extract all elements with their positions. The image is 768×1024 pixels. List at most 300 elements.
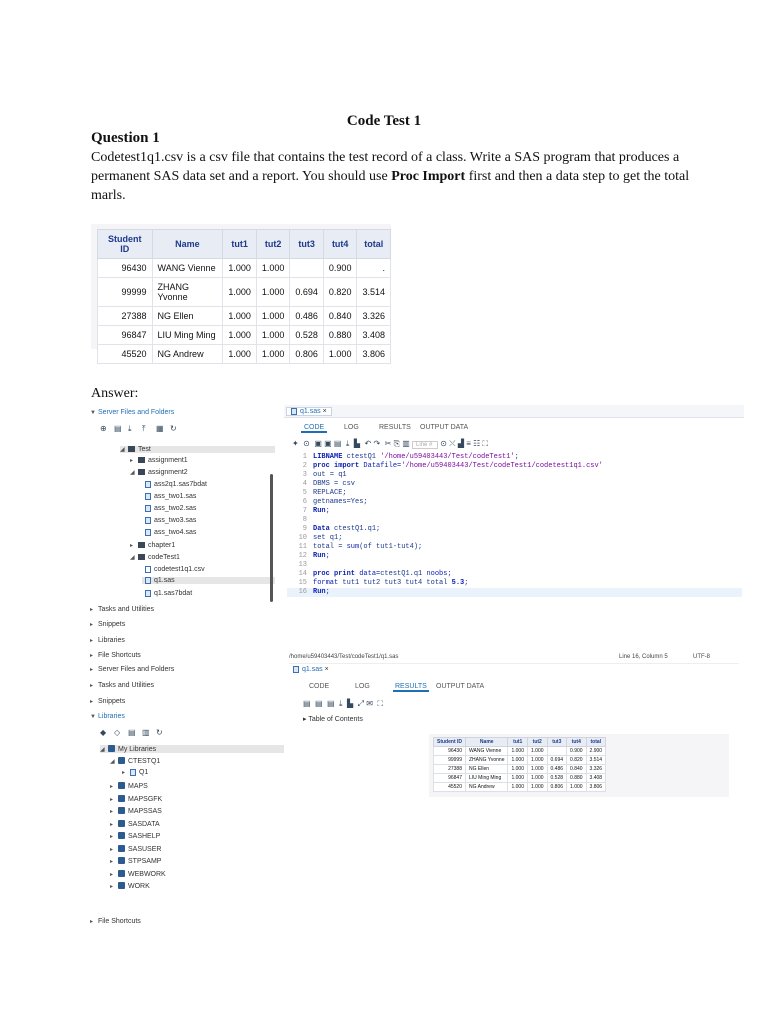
table-cell: 0.880: [567, 774, 587, 783]
table-cell: 3.408: [586, 774, 606, 783]
cut-icon[interactable]: ✂: [384, 439, 392, 448]
code-token: Datafile=: [359, 462, 402, 470]
line-number: 9: [302, 525, 307, 533]
expanded-icon: ◢: [130, 470, 135, 476]
column-header: tut1: [223, 230, 257, 259]
tree-folder-assignment1[interactable]: [130, 457, 188, 464]
library-icon: [118, 870, 125, 877]
collapsed-icon: ▸: [110, 796, 114, 803]
download-icon[interactable]: ⤓: [339, 699, 343, 708]
code-line: [287, 543, 422, 552]
code-token: noobs: [426, 570, 448, 578]
code-token: getnames=Yes;: [313, 498, 368, 506]
tree-label: SASDATA: [128, 820, 160, 828]
collapse-triangle-icon: ▼: [90, 714, 96, 720]
upload-icon[interactable]: ⤒: [142, 424, 146, 433]
tree-folder-test[interactable]: [120, 446, 275, 453]
code-token: out = q1: [313, 471, 347, 479]
sas-file-icon: [293, 666, 299, 673]
table-cell: 96430: [98, 259, 153, 278]
question-text-bold: Proc Import: [391, 169, 466, 184]
line-number: 10: [298, 534, 307, 542]
table-cell: 3.326: [586, 765, 606, 774]
subtab-code[interactable]: CODE: [301, 424, 327, 433]
code-token: proc import: [313, 462, 360, 470]
code-line: [287, 489, 347, 498]
subtab-code[interactable]: CODE: [309, 683, 330, 690]
table-cell: 1.000: [223, 326, 257, 345]
table-cell: 1.000: [528, 756, 548, 765]
table-cell: 0.900: [323, 259, 357, 278]
table-cell: 0.528: [290, 326, 324, 345]
code-line: [287, 561, 313, 570]
code-line: [287, 525, 380, 534]
table-cell: 0.880: [323, 326, 357, 345]
panel-section[interactable]: [90, 682, 154, 689]
folder-icon: [138, 469, 145, 475]
document-title: Code Test 1: [346, 113, 422, 129]
table-row: [434, 747, 606, 756]
table-cell: WANG Vienne: [466, 747, 508, 756]
table-cell: 1.000: [256, 278, 290, 307]
code-token: ;: [447, 570, 452, 578]
table-cell: WANG Vienne: [152, 259, 223, 278]
code-token: ;: [325, 507, 330, 515]
library-icon: [118, 845, 125, 852]
table-row: [98, 326, 391, 345]
new-library-icon[interactable]: ◆: [100, 728, 107, 737]
tree-label: ass_two1.sas: [154, 493, 197, 500]
libraries-toolbar: [100, 729, 170, 737]
close-tab-icon[interactable]: ×: [324, 666, 329, 673]
close-tab-icon[interactable]: ×: [322, 408, 327, 415]
table-cell: 0.820: [567, 756, 587, 765]
collapsed-icon: ▸: [110, 821, 114, 828]
new-icon[interactable]: ⊕: [100, 424, 107, 433]
code-line: [287, 570, 452, 579]
section-label: File Shortcuts: [98, 652, 141, 659]
table-cell: 1.000: [223, 278, 257, 307]
delete-icon[interactable]: ▤: [114, 424, 122, 433]
data-table-image: [91, 224, 391, 359]
column-header: tut3: [290, 230, 324, 259]
dataset-icon: [145, 590, 151, 597]
open-pdf-icon[interactable]: ▤: [315, 699, 323, 708]
results-tab-q1-sas[interactable]: [293, 666, 329, 673]
library-icon: [118, 782, 125, 789]
settings-icon[interactable]: ☷: [473, 439, 481, 448]
code-token: LIBNAME: [313, 453, 343, 461]
code-line: [287, 453, 519, 462]
refresh-icon[interactable]: ↻: [170, 424, 177, 433]
panel-section[interactable]: [90, 652, 141, 659]
download-icon[interactable]: ⤓: [128, 424, 132, 433]
tree-file-ass2q1[interactable]: [145, 481, 207, 488]
sas-file-icon: [291, 408, 297, 415]
section-label: Libraries: [98, 637, 125, 644]
table-cell: 27388: [98, 307, 153, 326]
table-cell: 99999: [434, 756, 466, 765]
tree-library-item[interactable]: [110, 820, 160, 828]
line-number: 1: [302, 453, 307, 461]
status-cursor-position: Line 16, Column 5: [619, 654, 668, 660]
table-cell: 1.000: [528, 774, 548, 783]
table-cell: 0.486: [547, 765, 567, 774]
undo-icon[interactable]: ↶: [364, 439, 372, 448]
format-icon[interactable]: ⤬: [449, 439, 456, 448]
question-heading: Question 1: [91, 130, 160, 146]
tree-folder-codetest1[interactable]: [130, 554, 180, 561]
column-header: tut1: [508, 738, 528, 747]
tree-label: MAPS: [128, 783, 148, 790]
collapsed-icon: ▸: [90, 607, 94, 613]
tree-file-ass-two2[interactable]: [145, 505, 196, 512]
code-token: set q1;: [313, 534, 343, 542]
tree-folder-chapter1[interactable]: [130, 542, 175, 549]
server-files-header[interactable]: [90, 409, 174, 416]
sas-file-icon: [145, 517, 151, 524]
tree-label: codetest1q1.csv: [154, 566, 205, 573]
code-token: proc print: [313, 570, 356, 578]
email-icon[interactable]: ✉: [366, 699, 373, 708]
section-label: Snippets: [98, 621, 126, 628]
code-token: REPLACE;: [313, 489, 347, 497]
code-token: Run: [313, 507, 326, 515]
tree-file-ass-two1[interactable]: [145, 493, 196, 500]
code-token: Run: [313, 588, 326, 596]
tree-label: WEBWORK: [128, 870, 166, 878]
table-cell: 3.408: [357, 326, 391, 345]
code-line: [287, 552, 330, 561]
save-as-icon[interactable]: ▣: [324, 439, 332, 448]
table-cell: .: [357, 259, 391, 278]
table-row: [98, 259, 391, 278]
file-shortcuts-section-bottom[interactable]: [90, 918, 141, 925]
tree-file-ass-two4[interactable]: [145, 529, 196, 536]
code-line: [287, 534, 342, 543]
question-text-part1: Codetest1q1.csv is a csv file that contains the test record of a class. Write a SAS program that produces a permanent SAS data set and a report. You should use: [91, 150, 680, 184]
code-token: ;: [514, 453, 519, 461]
subtab-output-data[interactable]: OUTPUT DATA: [436, 683, 485, 690]
line-number: 16: [298, 588, 307, 596]
code-token: total =: [313, 543, 347, 551]
table-cell: 0.900: [567, 747, 587, 756]
table-cell: 1.000: [567, 783, 587, 792]
table-cell: 0.806: [290, 345, 324, 364]
table-cell: NG Andrew: [152, 345, 223, 364]
download-icon[interactable]: ⤓: [345, 439, 350, 448]
tree-label: codeTest1: [148, 554, 180, 561]
tree-library-item[interactable]: [110, 870, 166, 878]
section-label: Server Files and Folders: [98, 666, 175, 673]
code-token: ;: [325, 588, 330, 596]
expanded-icon: ◢: [120, 447, 125, 453]
table-cell: ZHANG Yvonne: [152, 278, 223, 307]
table-cell: 1.000: [256, 307, 290, 326]
collapsed-icon: ▸: [90, 638, 94, 644]
copy-icon[interactable]: ⎘: [393, 439, 400, 448]
chart-icon[interactable]: ▟: [457, 439, 464, 448]
open-html-icon[interactable]: ▤: [303, 699, 311, 708]
column-header: tut3: [547, 738, 567, 747]
code-line: [287, 588, 742, 597]
line-number: 15: [298, 579, 307, 587]
library-icon: [118, 857, 125, 864]
tree-label: WORK: [128, 883, 150, 890]
tree-label: MAPSGFK: [128, 795, 163, 803]
column-header: Student ID: [98, 230, 153, 259]
subtab-log[interactable]: LOG: [355, 683, 370, 690]
table-row: [98, 345, 391, 364]
tab-q1-sas[interactable]: [286, 407, 332, 416]
table-cell: 0.840: [323, 307, 357, 326]
code-token: (of tut1-tut4);: [359, 543, 423, 551]
collapsed-icon: ▸: [90, 919, 94, 925]
collapsed-icon: ▸: [110, 846, 114, 853]
properties-icon[interactable]: ▦: [156, 424, 164, 433]
code-token: data=: [355, 570, 381, 578]
table-cell: 1.000: [223, 345, 257, 364]
column-header: tut4: [323, 230, 357, 259]
editor-status-bar: [289, 654, 744, 660]
code-line: [287, 471, 347, 480]
table-icon[interactable]: ▥: [142, 728, 150, 737]
collapsed-icon: ▸: [110, 809, 114, 815]
code-line: [287, 507, 330, 516]
table-of-contents[interactable]: [303, 715, 363, 723]
tree-library-item[interactable]: [110, 807, 162, 815]
code-line: [287, 498, 368, 507]
expanded-icon: ◢: [110, 759, 115, 765]
code-token: 5.3: [451, 579, 465, 587]
table-cell: 3.514: [357, 278, 391, 307]
library-icon: [118, 757, 125, 764]
maximize-icon[interactable]: ⛶: [377, 699, 384, 708]
panel-section[interactable]: [90, 606, 154, 613]
table-cell: 96430: [434, 747, 466, 756]
results-table: [433, 737, 606, 792]
code-token: Run: [313, 552, 326, 560]
refresh-icon[interactable]: ↻: [156, 728, 163, 737]
debug-icon[interactable]: ⊙: [303, 439, 310, 448]
code-line: [287, 579, 468, 588]
line-number: 4: [302, 480, 307, 488]
tree-library-item[interactable]: [110, 782, 148, 790]
tree-library-item[interactable]: [110, 795, 162, 803]
code-line: [287, 480, 355, 489]
tree-label: ass_two3.sas: [154, 517, 197, 524]
table-cell: NG Ellen: [152, 307, 223, 326]
table-cell: [290, 259, 324, 278]
question-text-part2: first and then a data step to get the total marls.: [91, 169, 690, 203]
tree-label: SASUSER: [128, 845, 162, 853]
subtab-output-data[interactable]: OUTPUT DATA: [420, 424, 469, 431]
section-label: File Shortcuts: [98, 918, 141, 925]
table-cell: 0.694: [290, 278, 324, 307]
tree-file-q1-sas[interactable]: [142, 577, 275, 584]
collapsed-icon: ▸: [122, 770, 126, 776]
folder-icon: [128, 446, 135, 452]
tree-file-q1-bdat[interactable]: [145, 590, 192, 597]
library-icon: [118, 820, 125, 827]
code-line: [287, 516, 313, 525]
code-token: '/home/u59403443/Test/codeTest1': [380, 453, 515, 461]
table-cell: NG Ellen: [466, 765, 508, 774]
subtab-results[interactable]: RESULTS: [395, 683, 427, 690]
status-encoding: UTF-8: [693, 654, 710, 660]
line-number: 3: [302, 471, 307, 479]
table-row: [98, 307, 391, 326]
go-icon[interactable]: ⊙: [440, 439, 447, 448]
tab-label: q1.sas: [300, 408, 321, 415]
table-cell: 1.000: [223, 259, 257, 278]
collapsed-icon: ▸: [90, 653, 94, 659]
collapsed-icon: ▸: [110, 859, 114, 865]
collapsed-icon: ▸: [110, 871, 114, 878]
tree-label: q1.sas7bdat: [154, 590, 193, 597]
expanded-icon: ◢: [100, 747, 105, 753]
section-label: Tasks and Utilities: [98, 606, 155, 613]
line-number-input[interactable]: Line #: [412, 441, 438, 449]
code-token: DBMS = csv: [313, 480, 356, 488]
tree-file-csv[interactable]: [145, 566, 205, 573]
code-token: '/home/u59403443/Test/codeTest1/codetest1q1.csv': [401, 462, 603, 470]
print-icon[interactable]: ▙: [353, 439, 361, 448]
tree-scrollbar[interactable]: [270, 474, 273, 602]
dataset-icon: [145, 481, 151, 488]
list-icon[interactable]: ≡: [466, 439, 471, 448]
table-cell: 1.000: [528, 765, 548, 774]
sas-file-icon: [145, 529, 151, 536]
panel-section[interactable]: [90, 637, 125, 644]
results-window: [289, 663, 739, 932]
expanded-icon: ◢: [130, 555, 135, 561]
tree-library-item[interactable]: [110, 882, 150, 890]
line-number: 2: [302, 462, 307, 470]
code-area[interactable]: [284, 453, 744, 603]
libraries-header[interactable]: [90, 713, 125, 720]
tree-folder-assignment2[interactable]: [130, 469, 188, 476]
table-cell: 0.806: [547, 783, 567, 792]
print-icon[interactable]: ▙: [347, 699, 354, 708]
table-cell: 3.806: [586, 783, 606, 792]
table-cell: 0.840: [567, 765, 587, 774]
code-token: tut1 tut2 tut3 tut4 total: [338, 579, 452, 587]
table-cell: 0.820: [323, 278, 357, 307]
collapsed-icon: ▸: [110, 784, 114, 790]
tree-label: Q1: [139, 769, 149, 776]
tree-label: SASHELP: [128, 833, 161, 840]
tree-library-item[interactable]: [110, 857, 161, 865]
tree-label: assignment1: [148, 457, 188, 464]
column-header: Name: [466, 738, 508, 747]
sas-navigation-pane: [90, 405, 285, 930]
panel-section[interactable]: [90, 621, 125, 628]
tree-file-ass-two3[interactable]: [145, 517, 196, 524]
editor-toolbar: [292, 439, 488, 449]
table-row: [434, 756, 606, 765]
tree-library-item[interactable]: [110, 832, 160, 840]
status-path: /home/u59403443/Test/codeTest1/q1.sas: [289, 654, 399, 660]
tree-library-ctestq1[interactable]: [110, 757, 160, 765]
folder-icon: [138, 457, 145, 463]
library-properties-icon[interactable]: ◇: [114, 728, 121, 737]
table-cell: 3.514: [586, 756, 606, 765]
new-window-icon[interactable]: ⤢: [357, 699, 365, 708]
table-row: [98, 278, 391, 307]
library-icon: [118, 882, 125, 889]
code-token: Data: [313, 525, 330, 533]
table-icon: [130, 769, 136, 776]
toc-label: Table of Contents: [308, 716, 363, 723]
export-icon[interactable]: ▤: [333, 439, 342, 448]
table-cell: LIU Ming Ming: [466, 774, 508, 783]
maximize-icon[interactable]: ⛶: [482, 439, 489, 448]
line-number: 14: [298, 570, 307, 578]
table-cell: 45520: [98, 345, 153, 364]
sas-file-icon: [145, 493, 151, 500]
question-text: [91, 148, 691, 205]
tree-label: Test: [138, 446, 151, 453]
tree-label: STPSAMP: [128, 858, 162, 865]
table-cell: 27388: [434, 765, 466, 774]
collapsed-icon: ▸: [90, 667, 94, 673]
tree-label: My Libraries: [118, 746, 157, 753]
table-cell: 0.486: [290, 307, 324, 326]
delete-icon[interactable]: ▤: [128, 728, 136, 737]
redo-icon[interactable]: ↷: [373, 439, 381, 448]
table-row: [434, 765, 606, 774]
table-cell: [547, 747, 567, 756]
library-icon: [118, 832, 125, 839]
subtab-log[interactable]: LOG: [344, 424, 359, 431]
server-files-label: Server Files and Folders: [98, 409, 175, 416]
table-cell: 1.000: [508, 774, 528, 783]
collapsed-icon: ▸: [110, 884, 114, 890]
table-cell: ZHANG Yvonne: [466, 756, 508, 765]
panel-section[interactable]: [90, 698, 125, 705]
code-token: ;: [325, 552, 330, 560]
libraries-label: Libraries: [98, 713, 125, 720]
library-icon: [108, 745, 115, 752]
collapsed-icon: ▸: [90, 683, 94, 689]
section-label: Tasks and Utilities: [98, 682, 155, 689]
table-cell: 1.000: [223, 307, 257, 326]
table-cell: 3.806: [357, 345, 391, 364]
section-label: Snippets: [98, 698, 126, 705]
save-icon[interactable]: ▣: [314, 439, 322, 448]
tree-label: MAPSSAS: [128, 808, 162, 815]
subtab-results[interactable]: RESULTS: [379, 424, 411, 431]
paste-icon[interactable]: ▥: [402, 439, 410, 448]
table-cell: NG Andrew: [466, 783, 508, 792]
run-icon[interactable]: ✦: [292, 439, 299, 448]
table-cell: 2.900: [586, 747, 606, 756]
code-line: [287, 462, 603, 471]
tree-table-q1[interactable]: [122, 769, 148, 776]
tree-my-libraries[interactable]: [100, 745, 284, 753]
panel-section[interactable]: [90, 666, 174, 673]
results-table-area: [429, 734, 729, 797]
open-rtf-icon[interactable]: ▤: [327, 699, 335, 708]
table-cell: 3.326: [357, 307, 391, 326]
line-number: 6: [302, 498, 307, 506]
collapsed-icon: ▸: [90, 622, 94, 628]
table-cell: 1.000: [508, 765, 528, 774]
csv-file-icon: [145, 566, 151, 573]
table-cell: 96847: [98, 326, 153, 345]
tree-library-item[interactable]: [110, 845, 161, 853]
